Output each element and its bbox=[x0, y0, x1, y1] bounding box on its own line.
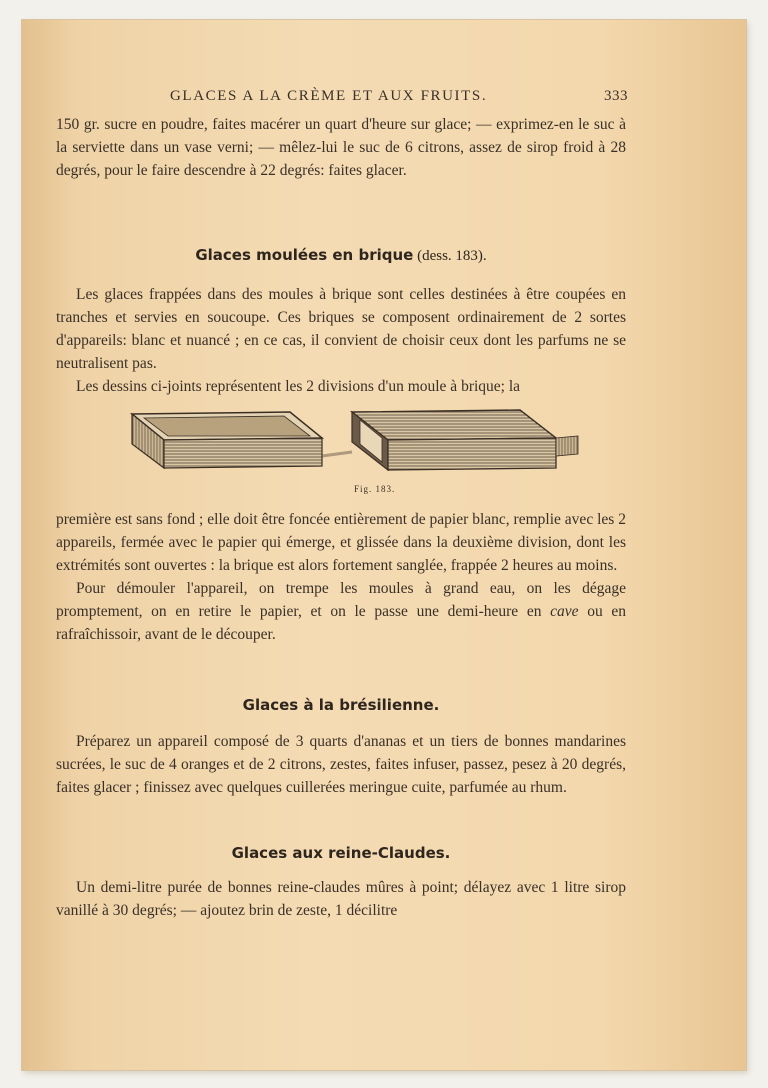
brazilian-paragraph-block bbox=[56, 730, 626, 799]
intro-paragraph: 150 gr. sucre en poudre, faites macérer un quart d'heure sur glace; — exprimez-en le suc à la serviette dans un vase verni; — mêlez-lui le suc de 6 citrons, assez de sirop froid à 28 degrés, pour le faire descendre à 22 degrés: faites glacer. bbox=[56, 116, 626, 179]
figure-caption: Fig. 183. bbox=[354, 484, 396, 494]
brick-mold-sleeve bbox=[352, 410, 578, 470]
brick-paragraph-2: Les dessins ci-joints représentent les 2 divisions d'un moule à brique; la bbox=[76, 378, 521, 395]
brick-continued bbox=[56, 508, 626, 646]
brick-paragraph-1: Les glaces frappées dans des moules à brique sont celles destinées à être coupées en tranches et servies en soucoupe. Ces briques se composent ordinairement de 2 sortes d'appareils: blanc et nuancé ; en ce cas, il convient de choisir ceux dont les parfums ne se neutralisent pas. bbox=[56, 286, 626, 372]
page-number: 333 bbox=[604, 88, 628, 104]
section-molded-brick bbox=[56, 246, 626, 265]
section-title-brick-text: Glaces moulées en brique bbox=[195, 246, 414, 264]
figure-reference: (dess. 183). bbox=[413, 248, 487, 264]
running-title: GLACES A LA CRÈME ET AUX FRUITS. bbox=[170, 88, 488, 104]
brick-paragraph-4 bbox=[56, 577, 626, 646]
section-title-brazilian: Glaces à la brésilienne. bbox=[242, 696, 440, 714]
intro-paragraph-block bbox=[56, 113, 626, 182]
brick-paragraphs bbox=[56, 283, 626, 398]
brick-paragraph-4-a: Pour démouler l'appareil, on trempe les moules à grand eau, on les dégage promptement, on en retire le papier, et on le passe une demi-heure en bbox=[56, 580, 626, 620]
section-reine-claudes bbox=[56, 844, 626, 862]
reine-claudes-paragraph-block bbox=[56, 876, 626, 922]
section-brazilian bbox=[56, 696, 626, 714]
brick-paragraph-4-b: ou en rafraîchissoir, avant de le découper. bbox=[56, 603, 626, 643]
section-title-reine-claudes: Glaces aux reine-Claudes. bbox=[231, 844, 451, 862]
reine-claudes-paragraph: Un demi-litre purée de bonnes reine-claudes mûres à point; délayez avec 1 litre sirop vanillé à 30 degrés; — ajoutez brin de zeste, 1 décilitre bbox=[56, 879, 626, 919]
brick-mold-tray bbox=[132, 412, 322, 468]
section-title-brick bbox=[56, 246, 626, 265]
italic-cave: cave bbox=[550, 603, 579, 620]
brazilian-paragraph: Préparez un appareil composé de 3 quarts d'ananas et un tiers de bonnes mandarines sucrées, le suc de 4 oranges et de 2 citrons, zestes, faites infuser, passez, pesez à 20 degrés, faites glacer ; finissez avec quelques cuillerées meringue cuite, parfumée au rhum. bbox=[56, 733, 626, 796]
brick-paragraph-3: première est sans fond ; elle doit être foncée entièrement de papier blanc, remplie avec les 2 appareils, fermée avec le papier qui émerge, et glissée dans la deuxième division, dont les extrémités sont ouvertes : la brique est alors fortement sanglée, frappée 2 heures au moins. bbox=[56, 511, 626, 574]
